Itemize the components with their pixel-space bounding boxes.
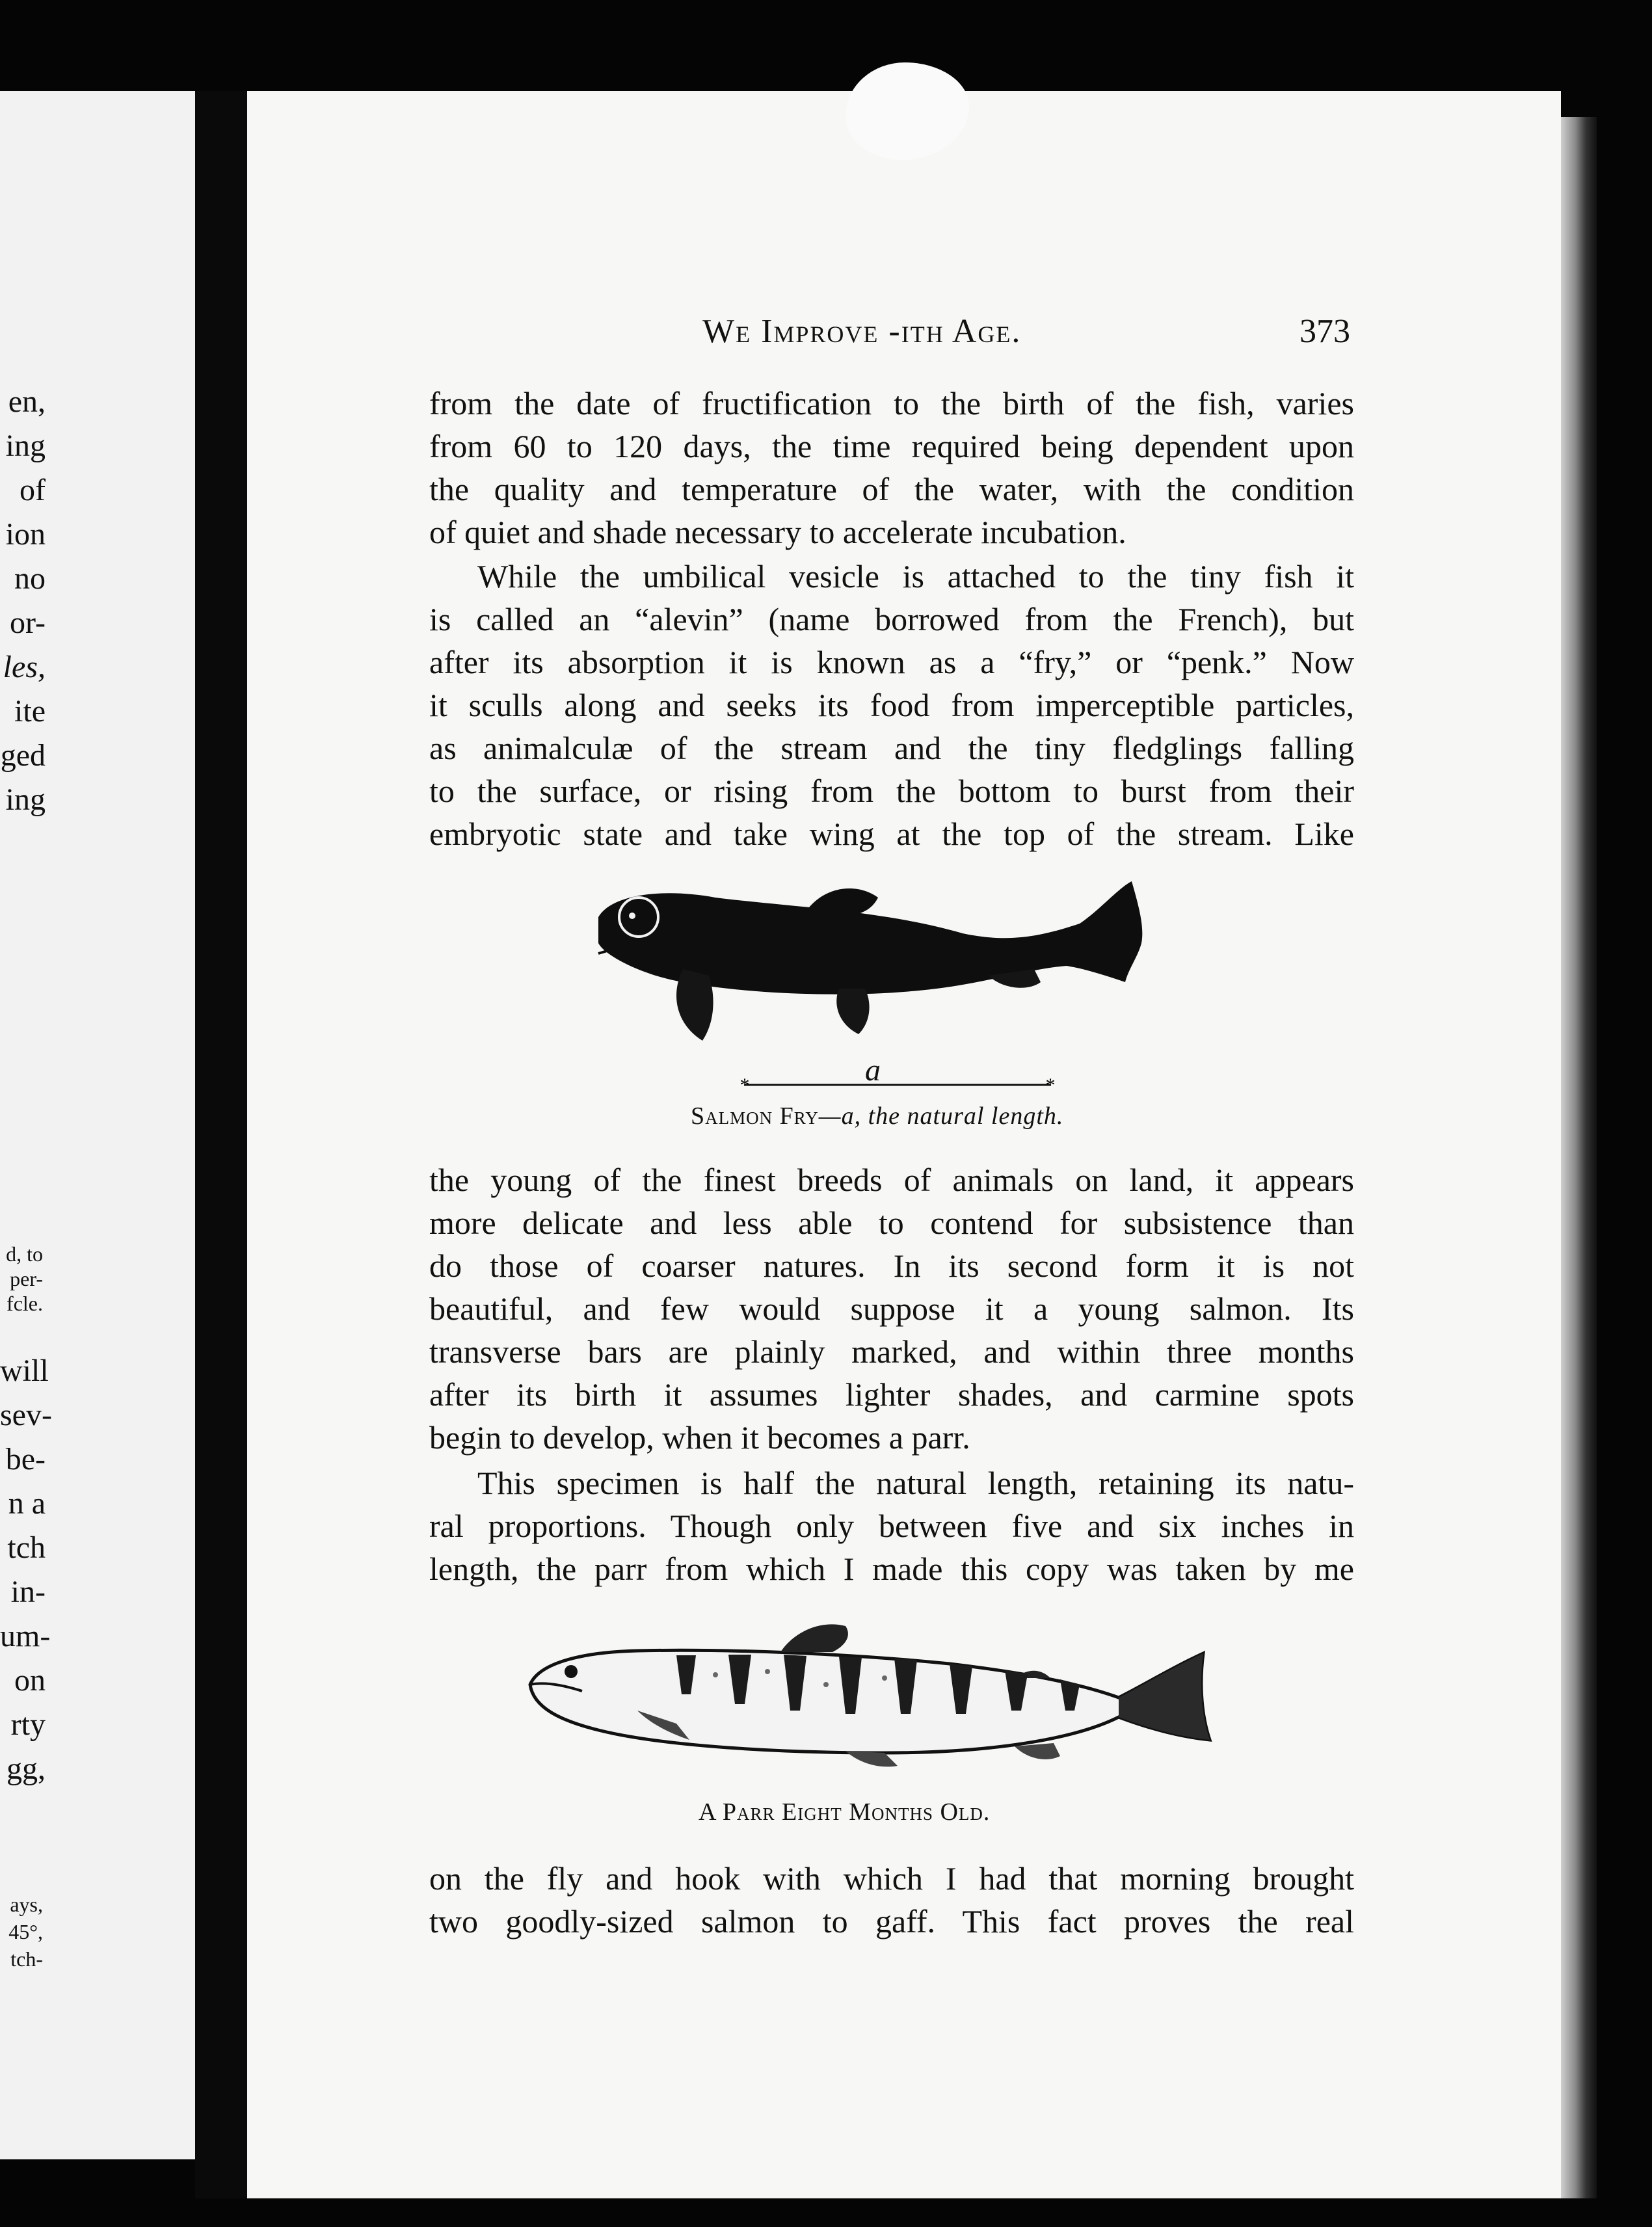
prev-page-line: ing	[5, 429, 46, 463]
text-line: after its birth it assumes lighter shades, and carmine spots	[429, 1376, 1354, 1413]
svg-text:*: *	[739, 1074, 750, 1093]
prev-page-line: on	[14, 1663, 46, 1698]
svg-text:*: *	[1045, 1074, 1056, 1093]
prev-page-line: of	[20, 473, 46, 507]
text-line: after its absorption it is known as a “fry,” or “penk.” Now	[429, 644, 1354, 680]
running-header: We Improve ‐ith Age.	[702, 313, 1022, 350]
prev-page-note: d, to	[6, 1242, 43, 1266]
text-line: do those of coarser natures. In its second form it is not	[429, 1247, 1354, 1284]
text-line: length, the parr from which I made this copy was taken by me	[429, 1551, 1354, 1587]
prev-page-note: 45°,	[8, 1920, 43, 1943]
parr-illustration	[520, 1607, 1262, 1795]
text-line: This specimen is half the natural length, retaining its natu-	[477, 1465, 1354, 1501]
salmon-fry-illustration	[585, 872, 1223, 1060]
figure-caption: A Parr Eight Months Old.	[699, 1798, 991, 1826]
text-line: begin to develop, when it becomes a parr.	[429, 1419, 970, 1456]
prev-page-line: no	[14, 561, 46, 596]
text-line: ral proportions. Though only between five and six inches in	[429, 1508, 1354, 1544]
caption-title: Salmon Fry	[691, 1102, 819, 1130]
prev-page-line: sev-	[0, 1398, 52, 1432]
text-line: of quiet and shade necessary to accelerate incubation.	[429, 514, 1126, 550]
prev-page-line: en,	[8, 384, 46, 419]
prev-page-line: n a	[8, 1486, 46, 1521]
book-gutter	[195, 91, 247, 2198]
prev-page-line: be-	[5, 1442, 46, 1476]
prev-page-line: les,	[3, 650, 46, 684]
text-line: beautiful, and few would suppose it a young salmon. Its	[429, 1290, 1354, 1327]
prev-page-line: ion	[5, 517, 46, 552]
page-edge	[1561, 117, 1597, 2198]
text-line: on the fly and hook with which I had that morning brought	[429, 1860, 1354, 1897]
prev-page-line: um-	[0, 1619, 51, 1653]
previous-page	[0, 91, 199, 2159]
prev-page-note: tch-	[10, 1947, 43, 1971]
prev-page-line: rty	[10, 1707, 46, 1742]
text-line: to the surface, or rising from the bottom to burst from their	[429, 773, 1354, 809]
prev-page-note: per-	[10, 1267, 43, 1290]
text-line: it sculls along and seeks its food from imperceptible particles,	[429, 687, 1354, 723]
prev-page-line: or-	[9, 606, 46, 640]
text-line: more delicate and less able to contend for subsistence than	[429, 1205, 1354, 1241]
text-line: as animalculæ of the stream and the tiny fledglings falling	[429, 730, 1354, 766]
text-line: transverse bars are plainly marked, and within three months	[429, 1333, 1354, 1370]
scale-label: a	[865, 1053, 881, 1087]
prev-page-line: ite	[14, 694, 46, 728]
text-line: is called an “alevin” (name borrowed from the French), but	[429, 601, 1354, 637]
prev-page-line: in-	[10, 1575, 46, 1609]
text-line: from 60 to 120 days, the time required being dependent upon	[429, 428, 1354, 464]
prev-page-note: fcle.	[7, 1292, 43, 1315]
page-number: 373	[1299, 313, 1350, 350]
prev-page-line: ged	[0, 738, 46, 773]
text-line: from the date of fructification to the birth of the fish, varies	[429, 385, 1354, 421]
figure-caption	[691, 1102, 1063, 1130]
text-line: the young of the finest breeds of animals on land, it appears	[429, 1162, 1354, 1198]
caption-italic: —a, the natural length.	[818, 1102, 1064, 1130]
prev-page-note: ays,	[10, 1893, 43, 1916]
text-line: embryotic state and take wing at the top of the stream. Like	[429, 816, 1354, 852]
prev-page-line: will	[0, 1354, 49, 1388]
text-line: two goodly-sized salmon to gaff. This fact proves the real	[429, 1903, 1354, 1940]
text-line: the quality and temperature of the water, with the condition	[429, 471, 1354, 507]
prev-page-line: ing	[5, 782, 46, 817]
prev-page-line: tch	[7, 1530, 46, 1565]
prev-page-line: gg,	[7, 1752, 46, 1786]
text-line: While the umbilical vesicle is attached to the tiny fish it	[477, 558, 1354, 594]
natural-length-scale-bar	[735, 1067, 1060, 1093]
